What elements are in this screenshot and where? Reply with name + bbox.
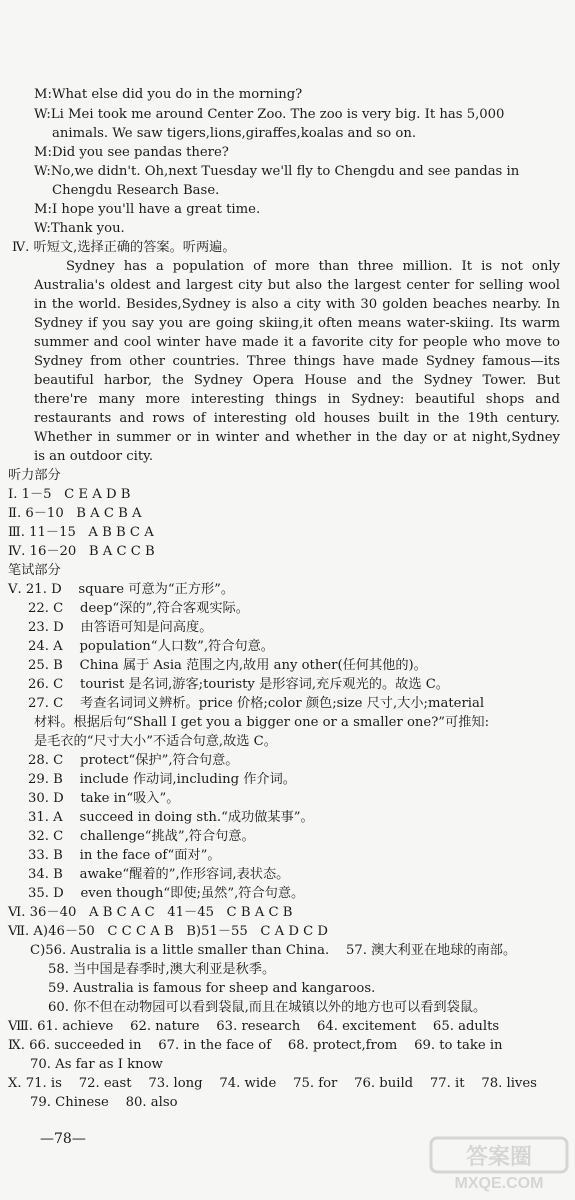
watermark-logo <box>429 1136 569 1192</box>
passage-line: there're many more interesting things in Sydney: beautiful shops and <box>34 392 560 407</box>
answer-line: 24. A population“人口数”,符合句意。 <box>28 639 274 654</box>
answer-line: 30. D take in“吸入”。 <box>28 791 180 806</box>
answer-line: 33. B in the face of“面对”。 <box>28 848 221 863</box>
dialogue-line: M:I hope you'll have a great time. <box>34 202 261 217</box>
section-heading: Ⅳ. 听短文,选择正确的答案。听两遍。 <box>12 240 236 255</box>
dialogue-line: M:Did you see pandas there? <box>34 145 229 160</box>
passage-line: is an outdoor city. <box>34 449 154 464</box>
answer-line: Ⅳ. 16－20 B A C C B <box>8 544 155 559</box>
answer-line: Ⅰ. 1－5 C E A D B <box>8 487 131 502</box>
answer-line: Ⅴ. 21. D square 可意为“正方形”。 <box>8 582 235 597</box>
passage-line: Australia's oldest and largest city but also the largest center for selling wool <box>34 278 560 293</box>
page-number: —78— <box>40 1131 86 1147</box>
answer-line: 58. 当中国是春季时,澳大利亚是秋季。 <box>48 962 276 977</box>
answer-line: 60. 你不但在动物园可以看到袋鼠,而且在城镇以外的地方也可以看到袋鼠。 <box>48 1000 487 1015</box>
dialogue-line: W:Thank you. <box>34 221 125 236</box>
listening-title: 听力部分 <box>8 468 61 483</box>
svg-text:MXQE.COM: MXQE.COM <box>454 1175 544 1192</box>
dialogue-line: Chengdu Research Base. <box>52 183 220 198</box>
answer-line: 材料。根据后句“Shall I get you a bigger one or a smaller one?”可推知: <box>34 715 490 730</box>
answer-line: 59. Australia is famous for sheep and kangaroos. <box>48 981 376 996</box>
answer-line: Ⅹ. 71. is 72. east 73. long 74. wide 75. for 76. build 77. it 78. lives <box>8 1076 537 1091</box>
passage-line: Sydney from other countries. Three things have made Sydney famous—its <box>34 354 560 369</box>
dialogue-line: M:What else did you do in the morning? <box>34 87 303 102</box>
answer-line: 32. C challenge“挑战”,符合句意。 <box>28 829 255 844</box>
svg-text:答案圈: 答案圈 <box>465 1144 533 1169</box>
answer-line: Ⅶ. A)46－50 C C C A B B)51－55 C A D C D <box>8 924 329 939</box>
passage-line: beautiful harbor, the Sydney Opera House and the Sydney Tower. But <box>34 373 560 388</box>
answer-line: 31. A succeed in doing sth.“成功做某事”。 <box>28 810 314 825</box>
answer-line: 79. Chinese 80. also <box>30 1095 178 1110</box>
answer-line: 35. D even though“即使;虽然”,符合句意。 <box>28 886 305 901</box>
answer-line: 70. As far as I know <box>30 1057 163 1072</box>
dialogue-line: W:No,we didn't. Oh,next Tuesday we'll fly to Chengdu and see pandas in <box>34 164 520 179</box>
answer-line: 26. C tourist 是名词,游客;touristy 是形容词,充斥观光的。故选 C。 <box>28 677 449 692</box>
passage-line: Whether in summer or in winter and whether in the day or at night,Sydney <box>34 430 560 445</box>
answer-line: 28. C protect“保护”,符合句意。 <box>28 753 239 768</box>
answer-line: 27. C 考查名词词义辨析。price 价格;color 颜色;size 尺寸,大小;material <box>28 696 485 711</box>
answer-line: 34. B awake“醒着的”,作形容词,表状态。 <box>28 867 290 882</box>
passage-line: Sydney if you say you are going skiing,it often means water-skiing. Its warm <box>34 316 560 331</box>
answer-line: 23. D 由答语可知是问高度。 <box>28 620 213 635</box>
passage-line: in the world. Besides,Sydney is also a city with 30 golden beaches nearby. In <box>34 297 560 312</box>
answer-line: 25. B China 属于 Asia 范围之内,故用 any other(任何其他的)。 <box>28 658 427 673</box>
passage-line: Sydney has a population of more than three million. It is not only <box>66 259 560 274</box>
answer-line: Ⅱ. 6－10 B A C B A <box>8 506 142 521</box>
passage-line: summer and cool winter have made it a favorite city for people who move to <box>34 335 560 350</box>
writing-title: 笔试部分 <box>8 563 61 578</box>
answer-line: Ⅲ. 11－15 A B B C A <box>8 525 154 540</box>
answer-line: Ⅸ. 66. succeeded in 67. in the face of 68. protect,from 69. to take in <box>8 1038 503 1053</box>
answer-line: 29. B include 作动词,including 作介词。 <box>28 772 296 787</box>
dialogue-line: W:Li Mei took me around Center Zoo. The zoo is very big. It has 5,000 <box>34 107 505 122</box>
passage-line: restaurants and rows of interesting old houses built in the 19th century. <box>34 411 560 426</box>
answer-line: C)56. Australia is a little smaller than China. 57. 澳大利亚在地球的南部。 <box>30 943 517 958</box>
dialogue-line: animals. We saw tigers,lions,giraffes,koalas and so on. <box>52 126 417 141</box>
answer-line: 是毛衣的“尺寸大小”不适合句意,故选 C。 <box>34 734 277 749</box>
answer-line: 22. C deep“深的”,符合客观实际。 <box>28 601 249 616</box>
answer-line: Ⅵ. 36－40 A B C A C 41－45 C B A C B <box>8 905 293 920</box>
answer-line: Ⅷ. 61. achieve 62. nature 63. research 64. excitement 65. adults <box>8 1019 500 1034</box>
